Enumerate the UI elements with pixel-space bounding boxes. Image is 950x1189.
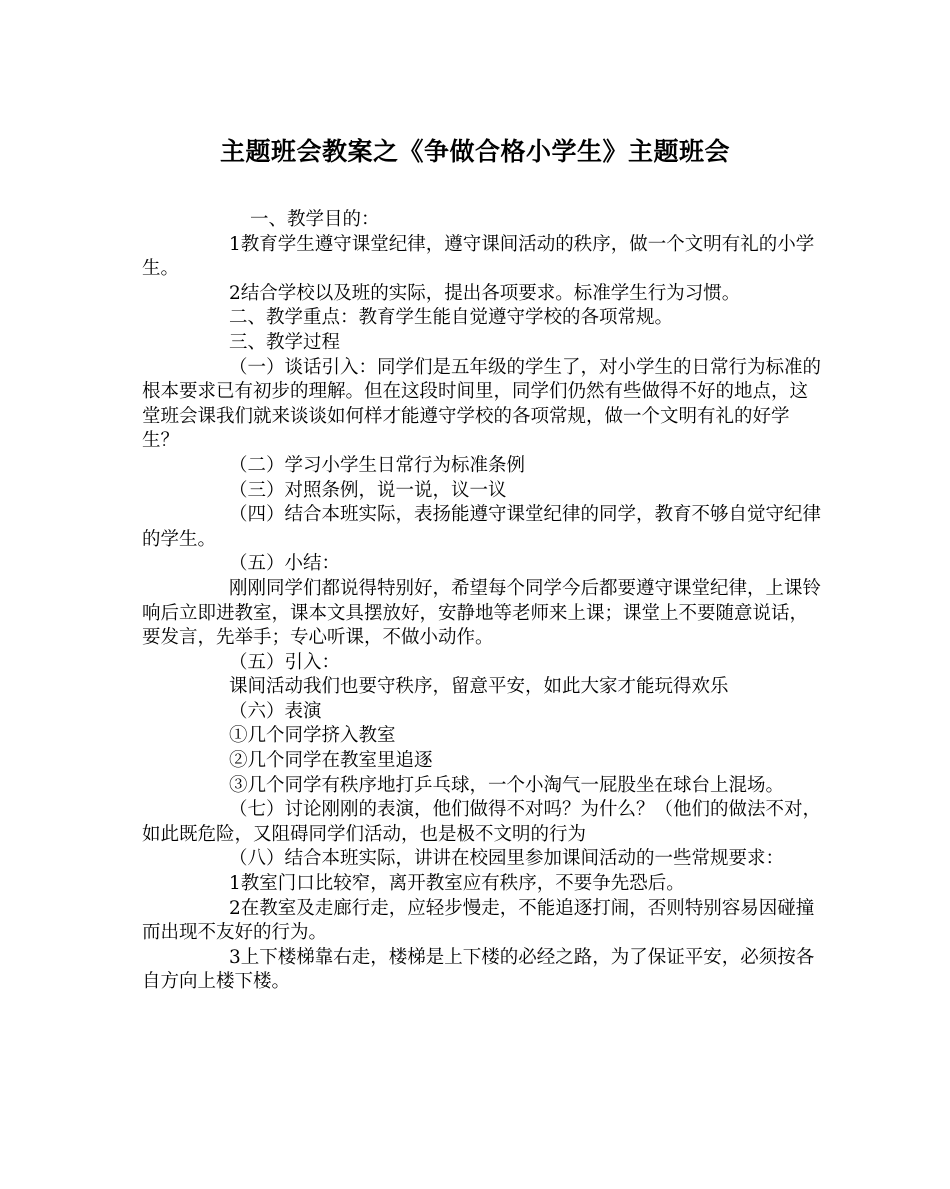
paragraph: ①几个同学挤入教室: [229, 725, 396, 747]
paragraph: ②几个同学在教室里追逐: [229, 750, 433, 772]
paragraph: 三、教学过程: [229, 331, 341, 353]
paragraph: 一、教学目的：: [250, 209, 380, 230]
paragraph: 二、教学重点：教育学生能自觉遵守学校的各项常规。: [229, 307, 674, 329]
paragraph: 2在教室及走廊行走，应轻步慢走，不能追逐打闹，否则特别容易因碰撞而出现不友好的行为。: [142, 897, 815, 944]
paragraph: （一）谈话引入：同学们是五年级的学生了，对小学生的日常行为标准的根本要求已有初步的理解。但在这段时间里，同学们仍然有些做得不好的地点，这堂班会课我们就来谈谈如何样才能遵守学校的各项常规，做一个文明有礼的好学生？: [142, 356, 822, 452]
paragraph: （二）学习小学生日常行为标准条例: [229, 454, 526, 476]
document-body: [142, 208, 822, 995]
paragraph: 1教育学生遵守课堂纪律，遵守课间活动的秩序，做一个文明有礼的小学生。: [142, 233, 815, 280]
paragraph: ③几个同学有秩序地打乒乓球，一个小淘气一屁股坐在球台上混场。: [229, 774, 785, 796]
paragraph: 2结合学校以及班的实际，提出各项要求。标准学生行为习惯。: [229, 282, 741, 304]
paragraph: （六）表演: [229, 700, 322, 722]
paragraph: 刚刚同学们都说得特别好，希望每个同学今后都要遵守课堂纪律，上课铃响后立即进教室，课本文具摆放好，安静地等老师来上课；课堂上不要随意说话，要发言，先举手；专心听课，不做小动作。: [142, 577, 822, 649]
paragraph: 课间活动我们也要守秩序，留意平安，如此大家才能玩得欢乐: [229, 676, 729, 698]
paragraph: 1教室门口比较窄，离开教室应有秩序，不要争先恐后。: [229, 873, 685, 895]
paragraph: （五）引入：: [229, 651, 341, 673]
paragraph: （八）结合本班实际，讲讲在校园里参加课间活动的一些常规要求：: [229, 848, 785, 870]
paragraph: （七）讨论刚刚的表演，他们做得不对吗？为什么？（他们的做法不对，如此既危险，又阻碍同学们活动，也是极不文明的行为: [142, 799, 822, 845]
paragraph: （四）结合本班实际，表扬能遵守课堂纪律的同学，教育不够自觉守纪律的学生。: [142, 504, 822, 550]
paragraph: 3上下楼梯靠右走，楼梯是上下楼的必经之路，为了保证平安，必须按各自方向上楼下楼。: [142, 946, 815, 993]
document-title: 主题班会教案之《争做合格小学生》主题班会: [219, 137, 730, 166]
paragraph: （三）对照条例，说一说，议一议: [229, 479, 507, 501]
paragraph: （五）小结：: [229, 553, 341, 575]
